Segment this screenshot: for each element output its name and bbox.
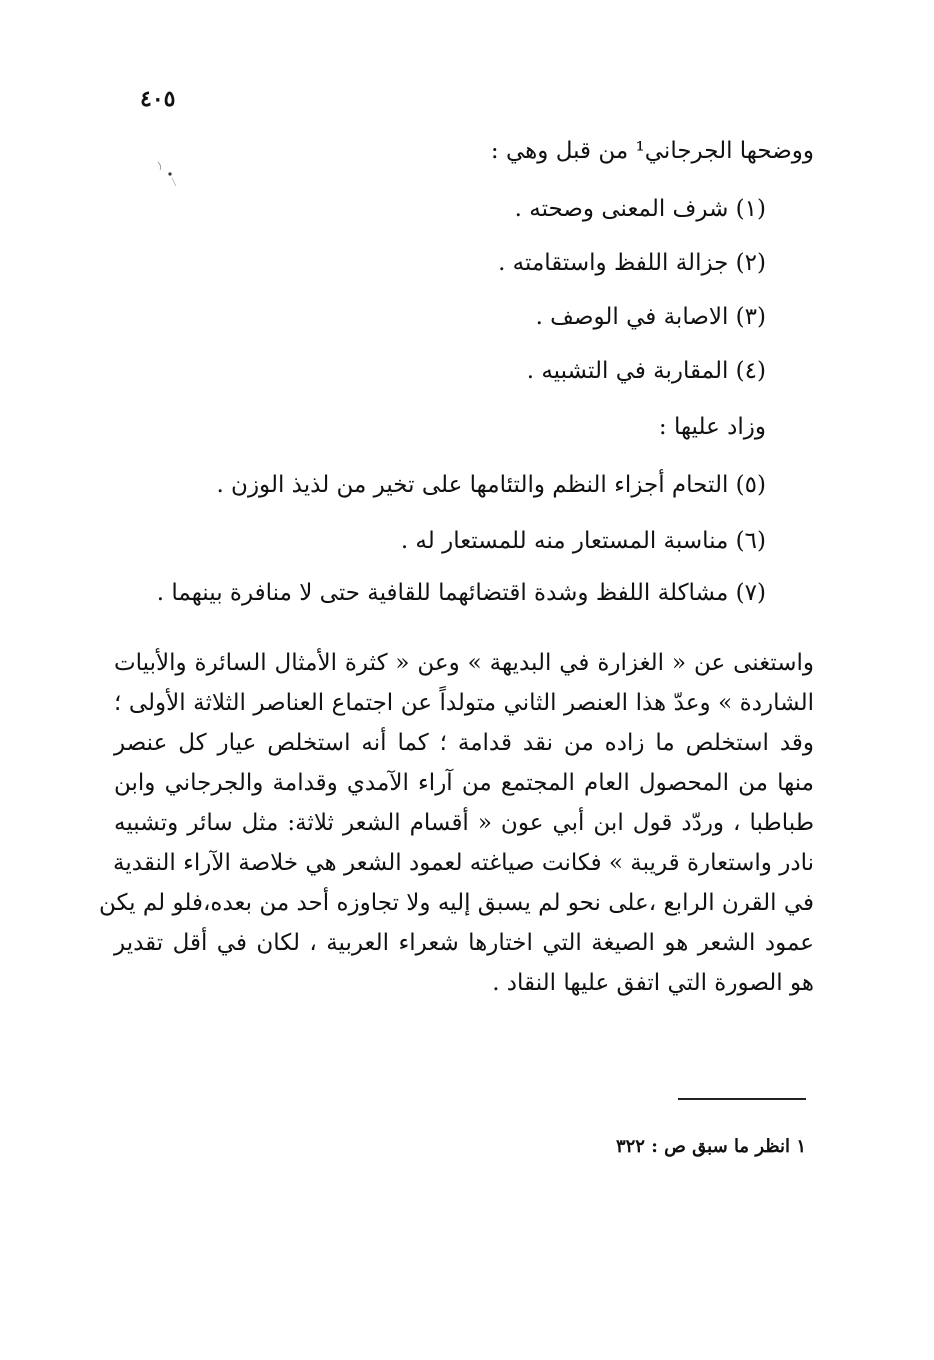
added-label: وزاد عليها : bbox=[658, 414, 766, 440]
paragraph-line: في القرن الرابع ،على نحو لم يسبق إليه ولا تجاوزه أحد من بعده،فلو لم يكن bbox=[98, 890, 814, 916]
paragraph-line: هو الصورة التي اتفق عليها النقاد . bbox=[492, 970, 814, 996]
paragraph-line: الشاردة » وعدّ هذا العنصر الثاني متولداً عن اجتماع العناصر الثلاثة الأولى ؛ bbox=[114, 690, 814, 716]
criterion-item-2: (٢) جزالة اللفظ واستقامته . bbox=[498, 250, 766, 276]
criterion-item-5: (٥) التحام أجزاء النظم والتئامها على تخير من لذيذ الوزن . bbox=[216, 472, 766, 498]
criterion-item-7: (٧) مشاكلة اللفظ وشدة اقتضائهما للقافية حتى لا منافرة بينهما . bbox=[156, 580, 766, 606]
paragraph-line: وقد استخلص ما زاده من نقد قدامة ؛ كما أنه استخلص عيار كل عنصر bbox=[114, 730, 814, 756]
body-paragraph bbox=[98, 648, 814, 1008]
paragraph-line: عمود الشعر هو الصيغة التي اختارها شعراء العربية ، لكان في أقل تقدير bbox=[114, 930, 814, 956]
page-number: ٤٠٥ bbox=[140, 86, 176, 112]
ink-speck-mark bbox=[152, 160, 180, 190]
footnote: ١ انظر ما سبق ص : ٣٢٢ bbox=[615, 1136, 806, 1157]
criterion-item-4: (٤) المقاربة في التشبيه . bbox=[526, 358, 766, 384]
paragraph-line: منها من المحصول العام المجتمع من آراء الآمدي وقدامة والجرجاني وابن bbox=[114, 770, 814, 796]
intro-line: ووضحها الجرجاني¹ من قبل وهي : bbox=[490, 138, 814, 164]
paragraph-line: نادر واستعارة قريبة » فكانت صياغته لعمود الشعر هي خلاصة الآراء النقدية bbox=[113, 850, 814, 876]
criterion-item-1: (١) شرف المعنى وصحته . bbox=[514, 196, 766, 222]
paragraph-line: واستغنى عن « الغزارة في البديهة » وعن « كثرة الأمثال السائرة والأبيات bbox=[114, 650, 814, 676]
paragraph-line: طباطبا ، وردّد قول ابن أبي عون « أقسام الشعر ثلاثة: مثل سائر وتشبيه bbox=[114, 810, 814, 836]
criterion-item-3: (٣) الاصابة في الوصف . bbox=[535, 304, 766, 330]
criterion-item-6: (٦) مناسبة المستعار منه للمستعار له . bbox=[400, 528, 766, 554]
footnote-divider bbox=[678, 1098, 806, 1100]
